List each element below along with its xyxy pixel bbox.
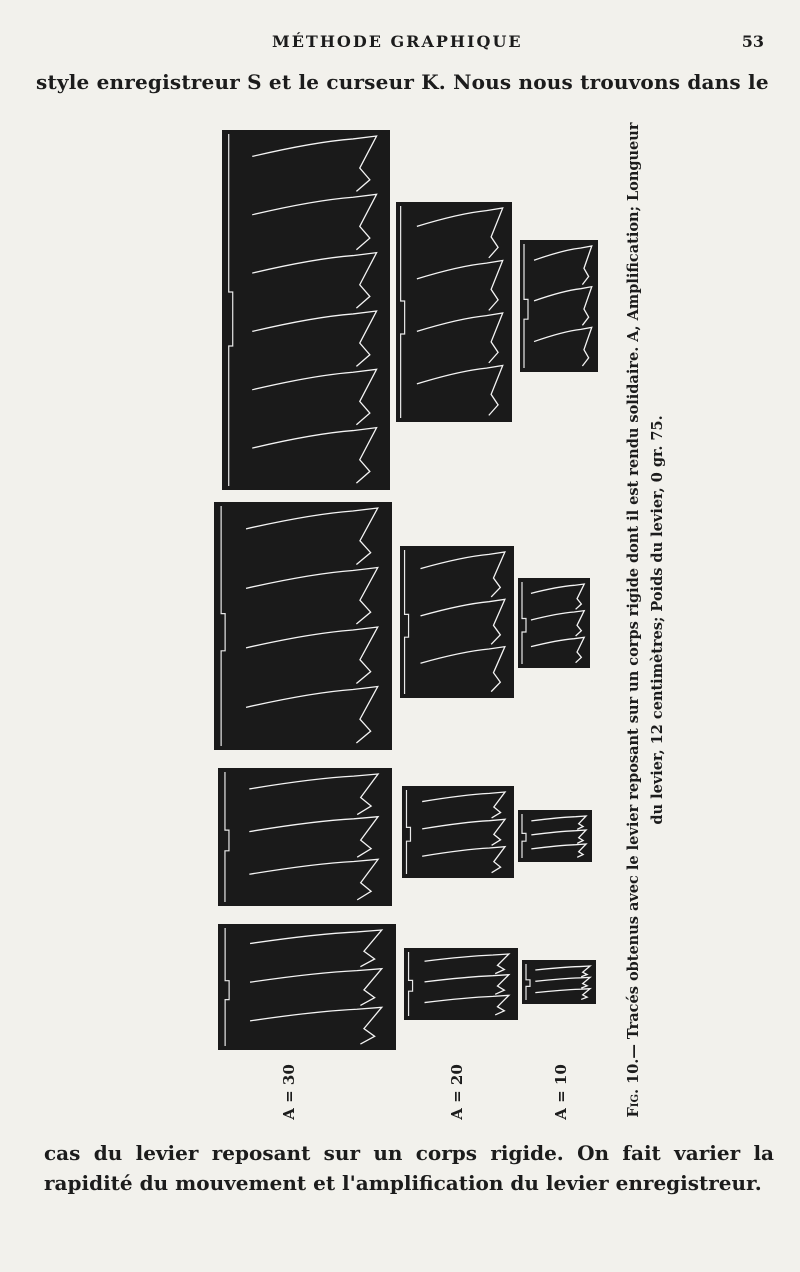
tracing-a30-3 (218, 768, 392, 906)
body-text-top: style enregistreur S et le curseur K. Nous nous trouvons dans le (36, 70, 769, 94)
tracing-lines (396, 202, 512, 422)
tracing-a10-4 (522, 960, 596, 1004)
tracing-lines (218, 768, 392, 906)
tracing-lines (402, 786, 514, 878)
amplification-label-20: A = 20 (448, 1064, 466, 1120)
tracing-lines (222, 130, 390, 490)
tracing-a20-4 (404, 948, 518, 1020)
tracing-lines (400, 546, 514, 698)
tracing-lines (218, 924, 396, 1050)
tracing-lines (520, 240, 598, 372)
tracing-a30-1 (222, 130, 390, 490)
tracing-a10-2 (518, 578, 590, 668)
amplification-label-10: A = 10 (552, 1064, 570, 1120)
figure-caption-text: — Tracés obtenus avec le levier reposant sur un corps rigide dont il est rendu solidaire. A, Amplification; Longueur du levier, 12 centimètres; Poids du levier, 0 gr. 75. (625, 122, 666, 1059)
tracing-a20-2 (400, 546, 514, 698)
tracing-lines (518, 810, 592, 862)
tracing-a20-1 (396, 202, 512, 422)
tracing-a30-4 (218, 924, 396, 1050)
tracing-a30-2 (214, 502, 392, 750)
tracing-lines (518, 578, 590, 668)
tracing-lines (522, 960, 596, 1004)
figure-caption (622, 120, 674, 1120)
amplification-label-30: A = 30 (280, 1064, 298, 1120)
running-title: MÉTHODE GRAPHIQUE (272, 32, 523, 51)
figure-caption-label: Fig. 10. (625, 1058, 642, 1118)
page-number: 53 (741, 32, 764, 51)
tracing-a10-3 (518, 810, 592, 862)
body-text-bottom: cas du levier reposant sur un corps rigide. On fait varier la rapidité du mouvement et l'amplification du levier enregistreur. (44, 1141, 774, 1195)
tracing-lines (404, 948, 518, 1020)
tracing-a10-1 (520, 240, 598, 372)
tracing-a20-3 (402, 786, 514, 878)
tracing-lines (214, 502, 392, 750)
